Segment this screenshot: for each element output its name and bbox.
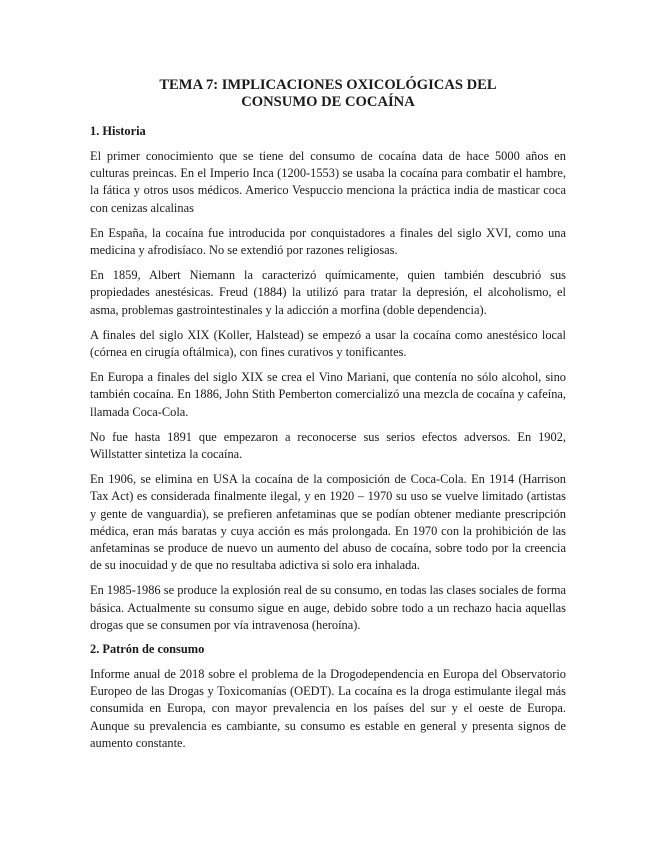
- document-page: [90, 77, 566, 760]
- paragraph: No fue hasta 1891 que empezaron a reconocerse sus serios efectos adversos. En 1902, Willstatter sintetiza la cocaína.: [90, 429, 566, 462]
- paragraph: En 1985-1986 se produce la explosión real de su consumo, en todas las clases sociales de forma básica. Actualmente su consumo sigue en auge, debido sobre todo a un rechazo hacia aquellas drogas que se consumen por vía intravenosa (heroína).: [90, 583, 566, 632]
- paragraph: En 1906, se elimina en USA la cocaína de la composición de Coca-Cola. En 1914 (Harrison Tax Act) es considerada finalmente ilegal, y en 1920 – 1970 su uso se vuelve limitado (artistas y gente de vanguardia), se prefieren anfetaminas que se podían obtener mediante prescripción médica, eran más baratas y cuya acción es más prolongada. En 1970 con la prohibición de las anfetaminas se produce de nuevo un aumento del abuso de cocaína, sobre todo por la creencia de su inocuidad y de que no resultaba adictiva si solo era inhalada.: [90, 472, 566, 573]
- section-historia: [90, 124, 566, 634]
- paragraph: Informe anual de 2018 sobre el problema de la Drogodependencia en Europa del Observatorio Europeo de las Drogas y Toxicomanías (OEDT). La cocaína es la droga estimulante ilegal más consumida en Europa, con mayor prevalencia en los países del sur y el oeste de Europa. Aunque su prevalencia es cambiante, su consumo es estable en general y presenta signos de aumento constante.: [90, 667, 566, 750]
- document-title: [90, 77, 566, 111]
- document-title-line-2: CONSUMO DE COCAÍNA: [241, 94, 415, 110]
- paragraph: El primer conocimiento que se tiene del consumo de cocaína data de hace 5000 años en culturas preincas. En el Imperio Inca (1200-1553) se usaba la cocaína para combatir el hambre, la fática y otros usos médicos. Americo Vespuccio menciona la práctica india de masticar coca con cenizas alcalinas: [90, 149, 566, 215]
- document-title-line-1: TEMA 7: IMPLICACIONES OXICOLÓGICAS DEL: [159, 77, 497, 93]
- paragraph: En 1859, Albert Niemann la caracterizó químicamente, quien también descubrió sus propiedades anestésicas. Freud (1884) la utilizó para tratar la depresión, el alcoholismo, el asma, problemas gastrointestinales y la adicción a morfina (doble dependencia).: [90, 268, 566, 317]
- section-heading: 2. Patrón de consumo: [90, 642, 205, 657]
- section-patron-de-consumo: [90, 642, 566, 752]
- paragraph: A finales del siglo XIX (Koller, Halstead) se empezó a usar la cocaína como anestésico local (córnea en cirugía oftálmica), con fines curativos y tonificantes.: [90, 327, 566, 360]
- paragraph: En Europa a finales del siglo XIX se crea el Vino Mariani, que contenía no sólo alcohol, sino también cocaína. En 1886, John Stith Pemberton comercializó una mezcla de cocaína y cafeína, llamada Coca-Cola.: [90, 370, 566, 419]
- section-heading: 1. Historia: [90, 124, 146, 138]
- paragraph: En España, la cocaína fue introducida por conquistadores a finales del siglo XVI, como una medicina y afrodisíaco. No se extendió por razones religiosas.: [90, 225, 566, 258]
